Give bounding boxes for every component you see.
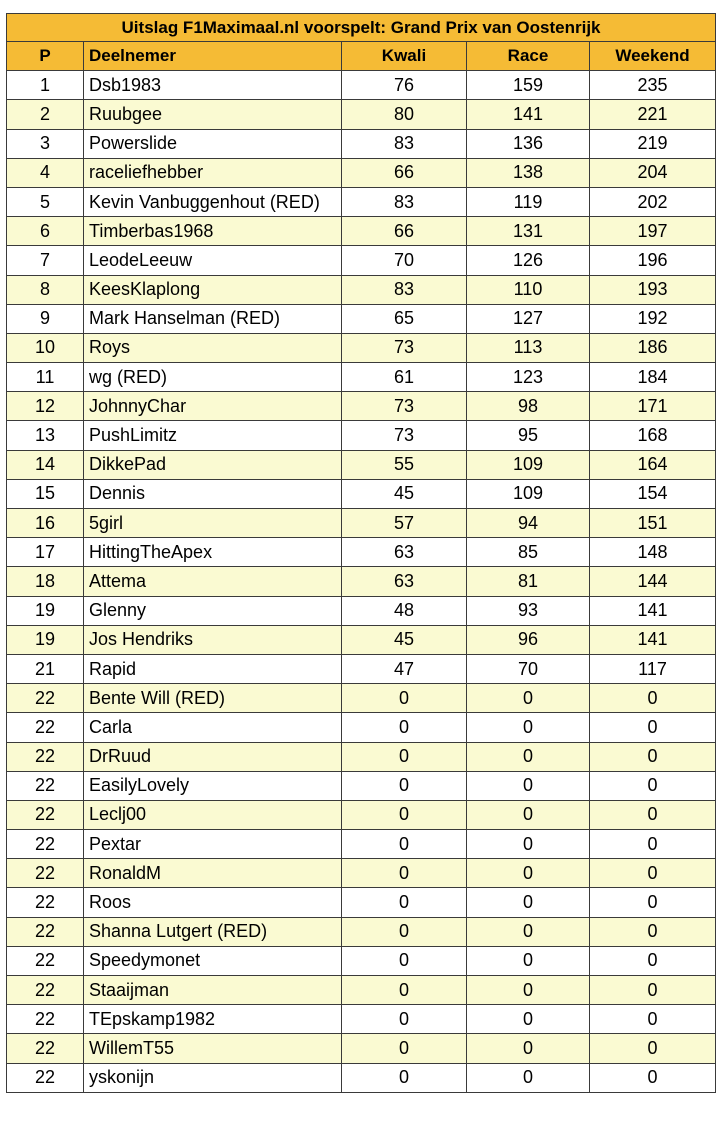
weekend-cell: 184: [590, 363, 716, 392]
table-row: [7, 509, 716, 538]
position-cell: 8: [7, 275, 84, 304]
race-cell: 0: [467, 946, 590, 975]
participant-cell: DrRuud: [84, 742, 342, 771]
kwali-cell: 73: [342, 333, 467, 362]
race-cell: 0: [467, 976, 590, 1005]
table-row: [7, 246, 716, 275]
weekend-cell: 196: [590, 246, 716, 275]
position-cell: 9: [7, 304, 84, 333]
kwali-cell: 0: [342, 1005, 467, 1034]
race-cell: 0: [467, 800, 590, 829]
race-cell: 0: [467, 684, 590, 713]
kwali-cell: 0: [342, 859, 467, 888]
participant-cell: DikkePad: [84, 450, 342, 479]
weekend-cell: 0: [590, 713, 716, 742]
table-title: Uitslag F1Maximaal.nl voorspelt: Grand Prix van Oostenrijk: [7, 14, 716, 42]
table-row: [7, 392, 716, 421]
kwali-cell: 45: [342, 625, 467, 654]
weekend-cell: 141: [590, 625, 716, 654]
table-row: [7, 830, 716, 859]
kwali-cell: 63: [342, 538, 467, 567]
position-cell: 5: [7, 187, 84, 216]
position-cell: 22: [7, 742, 84, 771]
race-cell: 159: [467, 71, 590, 100]
position-cell: 1: [7, 71, 84, 100]
race-cell: 0: [467, 771, 590, 800]
weekend-cell: 144: [590, 567, 716, 596]
race-cell: 109: [467, 479, 590, 508]
position-cell: 10: [7, 333, 84, 362]
race-cell: 126: [467, 246, 590, 275]
position-cell: 13: [7, 421, 84, 450]
participant-cell: Pextar: [84, 830, 342, 859]
weekend-cell: 186: [590, 333, 716, 362]
table-row: [7, 596, 716, 625]
table-row: [7, 713, 716, 742]
table-row: [7, 304, 716, 333]
position-cell: 4: [7, 158, 84, 187]
kwali-cell: 66: [342, 217, 467, 246]
weekend-cell: 0: [590, 976, 716, 1005]
kwali-cell: 0: [342, 917, 467, 946]
position-cell: 22: [7, 888, 84, 917]
position-cell: 7: [7, 246, 84, 275]
participant-cell: wg (RED): [84, 363, 342, 392]
weekend-cell: 193: [590, 275, 716, 304]
race-cell: 95: [467, 421, 590, 450]
kwali-cell: 0: [342, 888, 467, 917]
kwali-cell: 65: [342, 304, 467, 333]
table-row: [7, 129, 716, 158]
table-row: [7, 479, 716, 508]
participant-cell: KeesKlaplong: [84, 275, 342, 304]
weekend-cell: 0: [590, 1034, 716, 1063]
weekend-cell: 0: [590, 684, 716, 713]
table-row: [7, 363, 716, 392]
kwali-cell: 61: [342, 363, 467, 392]
race-cell: 110: [467, 275, 590, 304]
position-cell: 22: [7, 976, 84, 1005]
kwali-cell: 0: [342, 976, 467, 1005]
participant-cell: Dsb1983: [84, 71, 342, 100]
participant-cell: Rapid: [84, 654, 342, 683]
weekend-cell: 204: [590, 158, 716, 187]
race-cell: 0: [467, 917, 590, 946]
table-row: [7, 1005, 716, 1034]
position-cell: 19: [7, 596, 84, 625]
kwali-cell: 83: [342, 275, 467, 304]
position-cell: 2: [7, 100, 84, 129]
participant-cell: JohnnyChar: [84, 392, 342, 421]
kwali-cell: 76: [342, 71, 467, 100]
weekend-cell: 0: [590, 859, 716, 888]
kwali-cell: 45: [342, 479, 467, 508]
weekend-cell: 0: [590, 742, 716, 771]
weekend-cell: 219: [590, 129, 716, 158]
table-row: [7, 217, 716, 246]
participant-cell: PushLimitz: [84, 421, 342, 450]
race-cell: 85: [467, 538, 590, 567]
kwali-cell: 57: [342, 509, 467, 538]
race-cell: 0: [467, 888, 590, 917]
race-cell: 81: [467, 567, 590, 596]
weekend-cell: 117: [590, 654, 716, 683]
kwali-cell: 73: [342, 421, 467, 450]
participant-cell: Powerslide: [84, 129, 342, 158]
position-cell: 22: [7, 830, 84, 859]
participant-cell: RonaldM: [84, 859, 342, 888]
kwali-cell: 47: [342, 654, 467, 683]
participant-cell: raceliefhebber: [84, 158, 342, 187]
kwali-cell: 0: [342, 713, 467, 742]
kwali-cell: 55: [342, 450, 467, 479]
position-cell: 6: [7, 217, 84, 246]
kwali-cell: 83: [342, 187, 467, 216]
position-cell: 11: [7, 363, 84, 392]
position-cell: 22: [7, 917, 84, 946]
kwali-cell: 0: [342, 1063, 467, 1092]
race-cell: 93: [467, 596, 590, 625]
column-header-kwali: Kwali: [342, 42, 467, 71]
table-row: [7, 421, 716, 450]
table-row: [7, 1063, 716, 1092]
participant-cell: Roys: [84, 333, 342, 362]
weekend-cell: 221: [590, 100, 716, 129]
table-row: [7, 771, 716, 800]
participant-cell: Jos Hendriks: [84, 625, 342, 654]
race-cell: 70: [467, 654, 590, 683]
kwali-cell: 66: [342, 158, 467, 187]
table-row: [7, 625, 716, 654]
weekend-cell: 0: [590, 830, 716, 859]
participant-cell: Leclj00: [84, 800, 342, 829]
position-cell: 22: [7, 859, 84, 888]
race-cell: 0: [467, 1034, 590, 1063]
participant-cell: Shanna Lutgert (RED): [84, 917, 342, 946]
weekend-cell: 168: [590, 421, 716, 450]
participant-cell: Glenny: [84, 596, 342, 625]
column-header-race: Race: [467, 42, 590, 71]
table-row: [7, 187, 716, 216]
participant-cell: Carla: [84, 713, 342, 742]
weekend-cell: 0: [590, 800, 716, 829]
race-cell: 127: [467, 304, 590, 333]
table-row: [7, 71, 716, 100]
race-cell: 136: [467, 129, 590, 158]
race-cell: 141: [467, 100, 590, 129]
kwali-cell: 73: [342, 392, 467, 421]
race-cell: 98: [467, 392, 590, 421]
position-cell: 22: [7, 800, 84, 829]
weekend-cell: 235: [590, 71, 716, 100]
table-row: [7, 976, 716, 1005]
table-row: [7, 158, 716, 187]
column-header-position: P: [7, 42, 84, 71]
participant-cell: HittingTheApex: [84, 538, 342, 567]
position-cell: 22: [7, 713, 84, 742]
race-cell: 0: [467, 713, 590, 742]
table-row: [7, 654, 716, 683]
table-row: [7, 567, 716, 596]
participant-cell: Kevin Vanbuggenhout (RED): [84, 187, 342, 216]
kwali-cell: 70: [342, 246, 467, 275]
race-cell: 0: [467, 1005, 590, 1034]
race-cell: 119: [467, 187, 590, 216]
participant-cell: Attema: [84, 567, 342, 596]
weekend-cell: 192: [590, 304, 716, 333]
weekend-cell: 164: [590, 450, 716, 479]
position-cell: 22: [7, 684, 84, 713]
race-cell: 0: [467, 859, 590, 888]
participant-cell: WillemT55: [84, 1034, 342, 1063]
position-cell: 3: [7, 129, 84, 158]
weekend-cell: 0: [590, 1063, 716, 1092]
weekend-cell: 0: [590, 771, 716, 800]
race-cell: 109: [467, 450, 590, 479]
participant-cell: LeodeLeeuw: [84, 246, 342, 275]
kwali-cell: 0: [342, 742, 467, 771]
position-cell: 16: [7, 509, 84, 538]
weekend-cell: 148: [590, 538, 716, 567]
position-cell: 18: [7, 567, 84, 596]
weekend-cell: 154: [590, 479, 716, 508]
table-row: [7, 275, 716, 304]
kwali-cell: 0: [342, 684, 467, 713]
position-cell: 12: [7, 392, 84, 421]
position-cell: 17: [7, 538, 84, 567]
position-cell: 14: [7, 450, 84, 479]
header-row: [7, 42, 716, 71]
weekend-cell: 202: [590, 187, 716, 216]
column-header-participant: Deelnemer: [84, 42, 342, 71]
kwali-cell: 0: [342, 800, 467, 829]
position-cell: 21: [7, 654, 84, 683]
participant-cell: 5girl: [84, 509, 342, 538]
kwali-cell: 63: [342, 567, 467, 596]
table-row: [7, 946, 716, 975]
position-cell: 22: [7, 946, 84, 975]
weekend-cell: 0: [590, 946, 716, 975]
weekend-cell: 197: [590, 217, 716, 246]
weekend-cell: 0: [590, 917, 716, 946]
participant-cell: Mark Hanselman (RED): [84, 304, 342, 333]
participant-cell: yskonijn: [84, 1063, 342, 1092]
table-row: [7, 100, 716, 129]
race-cell: 113: [467, 333, 590, 362]
kwali-cell: 83: [342, 129, 467, 158]
position-cell: 22: [7, 1005, 84, 1034]
position-cell: 19: [7, 625, 84, 654]
kwali-cell: 48: [342, 596, 467, 625]
race-cell: 131: [467, 217, 590, 246]
participant-cell: TEpskamp1982: [84, 1005, 342, 1034]
column-header-weekend: Weekend: [590, 42, 716, 71]
position-cell: 15: [7, 479, 84, 508]
kwali-cell: 0: [342, 946, 467, 975]
table-row: [7, 684, 716, 713]
table-row: [7, 1034, 716, 1063]
position-cell: 22: [7, 771, 84, 800]
weekend-cell: 0: [590, 888, 716, 917]
race-cell: 0: [467, 1063, 590, 1092]
weekend-cell: 0: [590, 1005, 716, 1034]
race-cell: 138: [467, 158, 590, 187]
position-cell: 22: [7, 1063, 84, 1092]
table-row: [7, 333, 716, 362]
title-row: [7, 14, 716, 42]
weekend-cell: 171: [590, 392, 716, 421]
kwali-cell: 0: [342, 771, 467, 800]
participant-cell: Timberbas1968: [84, 217, 342, 246]
kwali-cell: 80: [342, 100, 467, 129]
kwali-cell: 0: [342, 830, 467, 859]
race-cell: 96: [467, 625, 590, 654]
race-cell: 0: [467, 742, 590, 771]
weekend-cell: 151: [590, 509, 716, 538]
results-table: [6, 13, 716, 1093]
participant-cell: Speedymonet: [84, 946, 342, 975]
participant-cell: Ruubgee: [84, 100, 342, 129]
race-cell: 123: [467, 363, 590, 392]
race-cell: 94: [467, 509, 590, 538]
table-row: [7, 800, 716, 829]
participant-cell: EasilyLovely: [84, 771, 342, 800]
participant-cell: Bente Will (RED): [84, 684, 342, 713]
table-row: [7, 888, 716, 917]
race-cell: 0: [467, 830, 590, 859]
position-cell: 22: [7, 1034, 84, 1063]
table-row: [7, 450, 716, 479]
participant-cell: Roos: [84, 888, 342, 917]
table-row: [7, 917, 716, 946]
participant-cell: Dennis: [84, 479, 342, 508]
kwali-cell: 0: [342, 1034, 467, 1063]
participant-cell: Staaijman: [84, 976, 342, 1005]
table-row: [7, 742, 716, 771]
weekend-cell: 141: [590, 596, 716, 625]
table-row: [7, 538, 716, 567]
table-row: [7, 859, 716, 888]
